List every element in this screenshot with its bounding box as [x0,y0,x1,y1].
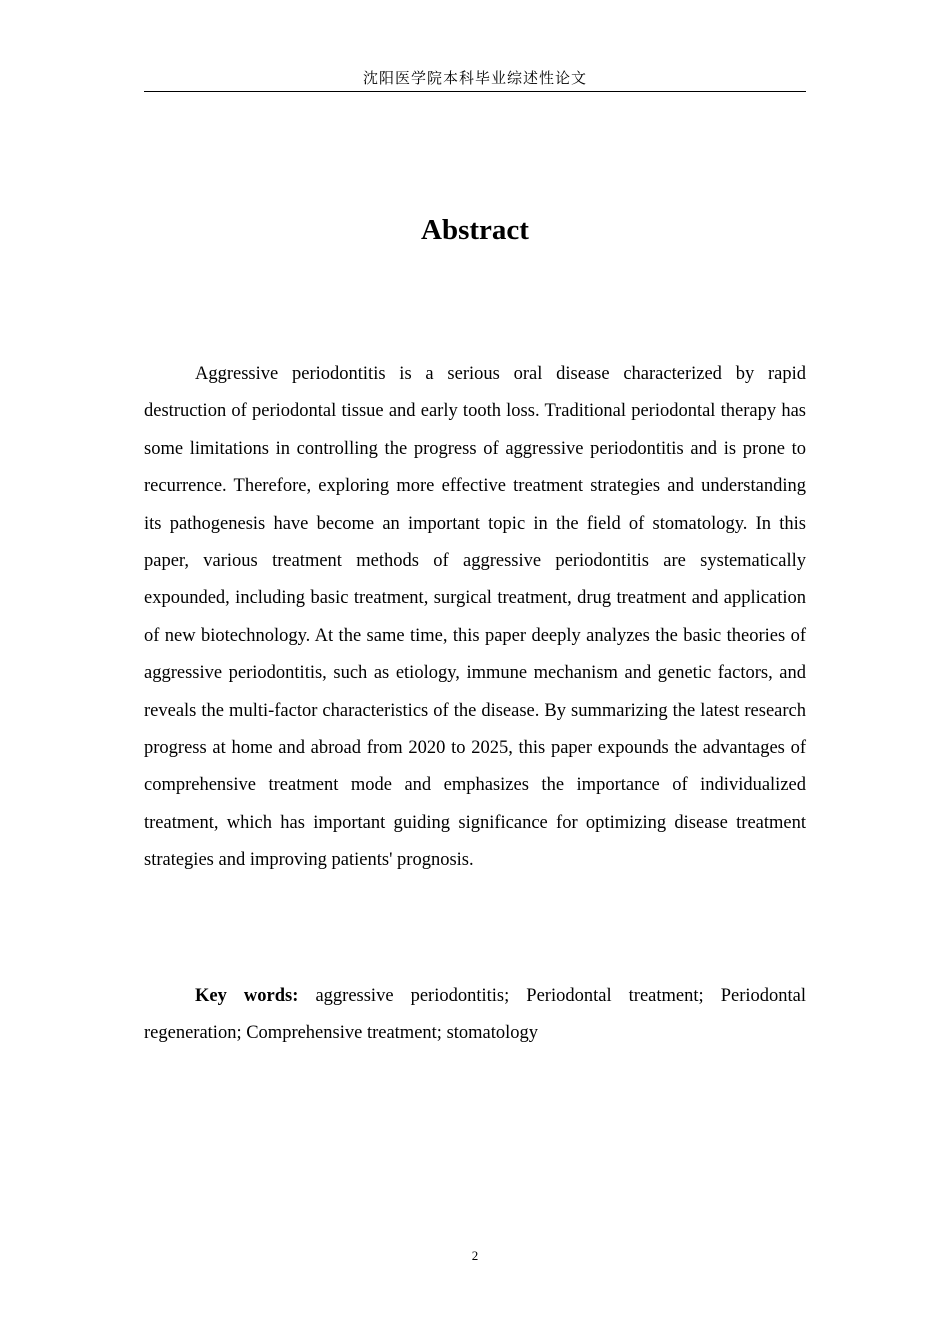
abstract-title: Abstract [421,214,529,246]
header-rule [144,91,806,92]
keywords-paragraph [144,978,806,1053]
keywords-text: aggressive periodontitis; Periodontal treatment; Periodontal regeneration; Comprehensive treatment; stomatology [144,986,807,1044]
page-number: 2 [471,1248,479,1263]
abstract-body: Aggressive periodontitis is a serious oral disease characterized by rapid destruction of periodontal tissue and early tooth loss. Traditional periodontal therapy has some limitations in controlling the progress of aggressive periodontitis and is prone to recurrence. Therefore, exploring more effective treatment strategies and understanding its pathogenesis have become an important topic in the field of stomatology. In this paper, various treatment methods of aggressive periodontitis are systematically expounded, including basic treatment, surgical treatment, drug treatment and application of new biotechnology. At the same time, this paper deeply analyzes the basic theories of aggressive periodontitis, such as etiology, immune mechanism and genetic factors, and reveals the multi-factor characteristics of the disease. By summarizing the latest research progress at home and abroad from 2020 to 2025, this paper expounds the advantages of comprehensive treatment mode and emphasizes the importance of individualized treatment, which has important guiding significance for optimizing disease treatment strategies and improving patients' prognosis. [144,364,806,871]
keywords-label: Key words: [195,986,299,1006]
running-header: 沈阳医学院本科毕业综述性论文 [362,69,587,87]
